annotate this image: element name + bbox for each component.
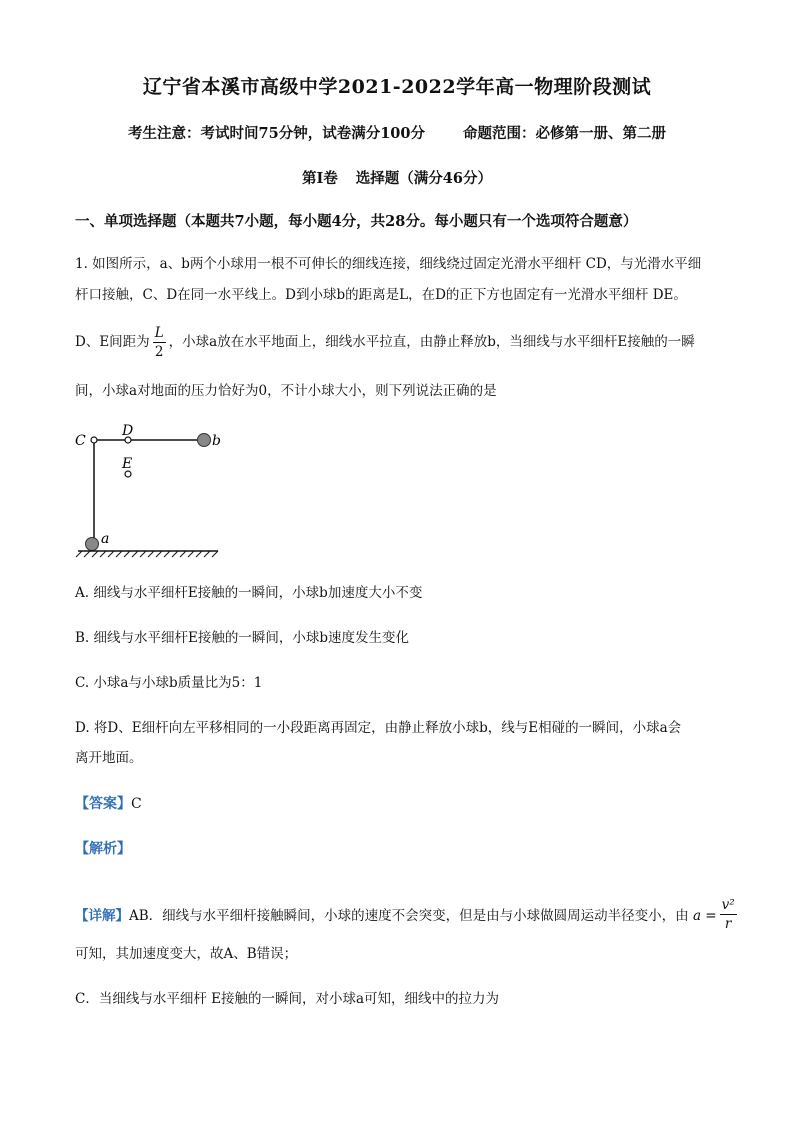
detail-line-2: 可知，其加速度变大，故A、B错误；: [75, 946, 298, 962]
fraction-numerator: L: [154, 325, 164, 341]
notice-time: 考生注意：考试时间75分钟，试卷满分100分: [128, 125, 425, 142]
ball-a: [86, 538, 99, 551]
formula-denominator: r: [724, 916, 732, 932]
label-e: E: [122, 456, 133, 472]
label-d: D: [122, 423, 134, 439]
answer-row: [75, 793, 142, 813]
label-b: b: [212, 433, 221, 449]
detail-line-3: C．当细线与水平细杆 E接触的一瞬间，对小球a可知，细线中的拉力为: [75, 991, 500, 1007]
question-line-4: 间，小球a对地面的压力恰好为0，不计小球大小，则下列说法正确的是: [75, 383, 497, 399]
rod-c: [91, 437, 97, 443]
section-volume: 第Ⅰ卷: [302, 170, 338, 187]
formula-fraction: [720, 896, 737, 933]
section-type: 选择题（满分46分）: [355, 170, 492, 187]
part-heading: 一、单项选择题（本题共7小题，每小题4分，共28分。每小题只有一个选项符合题意）: [75, 213, 638, 230]
option-c: C. 小球a与小球b质量比为5：1: [75, 675, 263, 691]
detail-text-1: AB．细线与水平细杆接触瞬间，小球的速度不会突变，但是由与小球做圆周运动半径变小，由: [129, 908, 689, 924]
option-d: D. 将D、E细杆向左平移相同的一小段距离再固定，由静止释放小球b，线与E相碰的一瞬间，小球a会: [75, 720, 682, 736]
formula-numerator: v²: [721, 897, 735, 913]
detail-line-1: [75, 898, 740, 935]
question-line-1: 1. 如图所示，a、b两个小球用一根不可伸长的细线连接，细线绕过固定光滑水平细杆 CD，与光滑水平细: [75, 256, 702, 272]
option-a: A. 细线与水平细杆E接触的一瞬间，小球b加速度大小不变: [75, 585, 423, 601]
label-c: C: [75, 433, 86, 449]
notice-scope: 命题范围：必修第一册、第二册: [462, 125, 666, 142]
physics-figure: [68, 422, 228, 562]
answer-tag: 【答案】: [75, 796, 131, 812]
formula-lhs: a =: [692, 908, 717, 924]
option-b: B. 细线与水平细杆E接触的一瞬间，小球b速度发生变化: [75, 630, 409, 646]
option-d-cont: 离开地面。: [75, 750, 143, 766]
ball-b: [198, 434, 211, 447]
analysis-tag: 【解析】: [75, 841, 131, 857]
ground-hatch: [76, 551, 218, 557]
fraction-denominator: 2: [154, 344, 164, 360]
fraction-l-over-2: [153, 324, 166, 361]
section-heading: [0, 167, 794, 188]
page-title: 辽宁省本溪市高级中学2021-2022学年高一物理阶段测试: [142, 76, 652, 98]
label-a: a: [101, 531, 110, 547]
exam-notice: [0, 122, 794, 143]
question-line-3-post: ，小球a放在水平地面上，细线水平拉直，由静止释放b，当细线与水平细杆E接触的一瞬: [168, 334, 695, 350]
answer-value: C: [131, 796, 142, 812]
question-line-3: [75, 324, 695, 361]
question-line-2: 杆口接触，C、D在同一水平线上。D到小球b的距离是L，在D的正下方也固定有一光滑水平细杆 DE。: [75, 287, 687, 303]
detail-tag: 【详解】: [75, 908, 129, 924]
question-line-3-pre: D、E间距为: [75, 334, 150, 350]
